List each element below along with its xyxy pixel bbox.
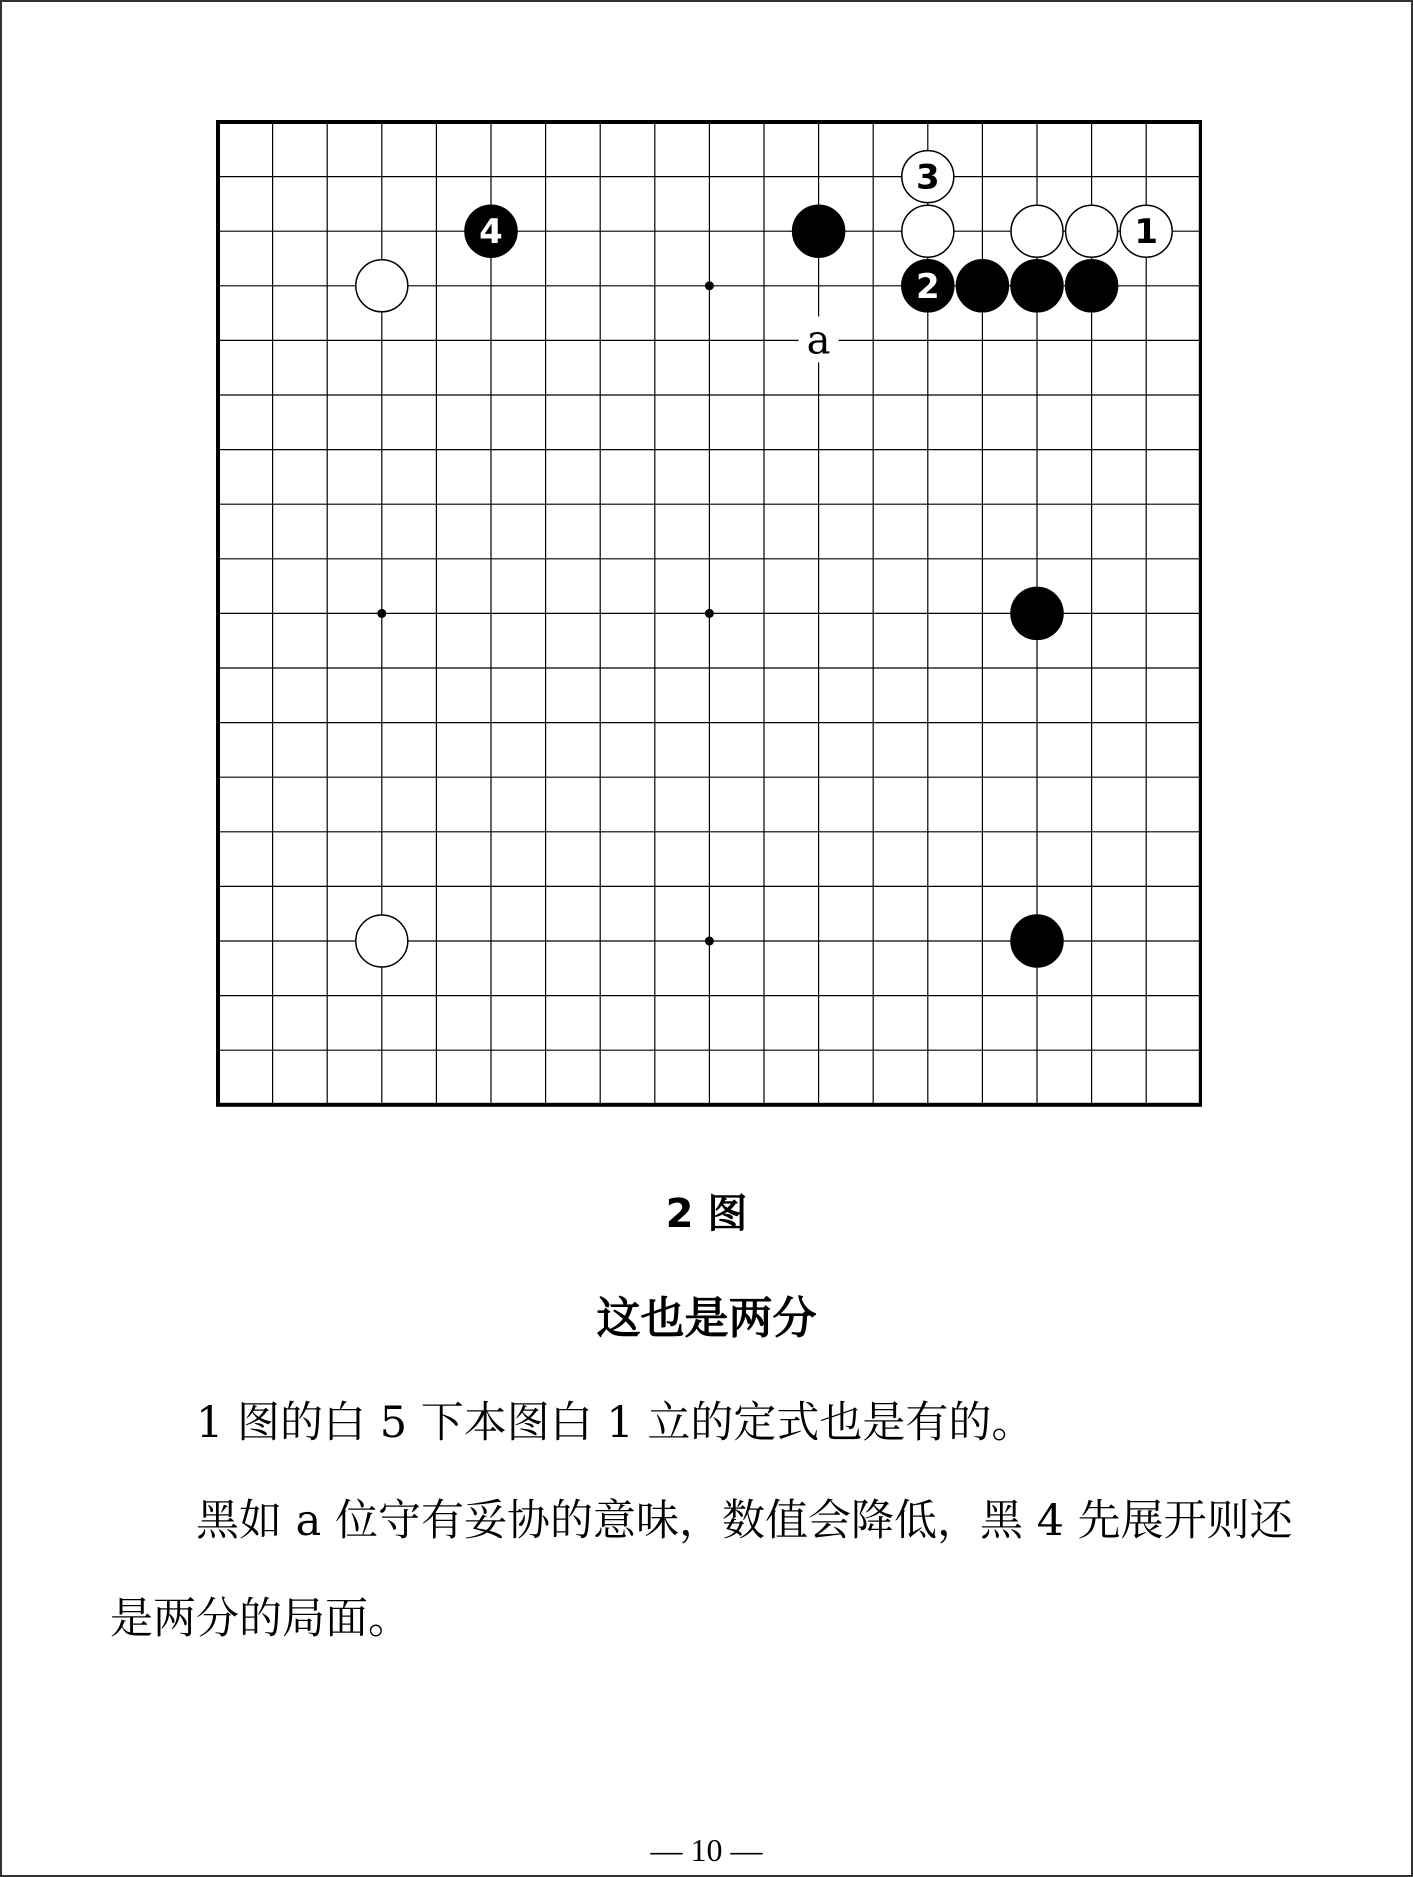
page-number: — 10 — — [650, 1832, 763, 1868]
go-board-diagram — [214, 118, 1202, 1108]
white-stone — [356, 915, 408, 967]
black-stone — [1011, 587, 1063, 639]
stone-disc — [1011, 205, 1063, 257]
move-number: 4 — [479, 212, 503, 253]
black-stone — [793, 205, 845, 257]
marker-label: a — [806, 317, 831, 364]
star-point — [377, 609, 386, 618]
white-stone — [356, 260, 408, 312]
star-point — [705, 609, 714, 618]
white-stone — [902, 151, 954, 203]
black-stone — [1011, 915, 1063, 967]
commentary — [110, 1374, 1310, 1668]
black-stone — [1011, 260, 1063, 312]
move-number: 2 — [915, 266, 940, 307]
stone-disc — [956, 260, 1008, 312]
commentary-paragraph-2: 黑如 a 位守有妥协的意味，数值会降低，黑 4 先展开则还是两分的局面。 — [110, 1496, 1293, 1644]
white-stone — [1011, 205, 1063, 257]
stone-disc — [1066, 205, 1118, 257]
move-number: 1 — [1134, 212, 1159, 253]
stone-disc — [356, 260, 408, 312]
stone-disc — [1011, 260, 1063, 312]
white-stone — [1066, 205, 1118, 257]
stone-disc — [1011, 587, 1063, 639]
figure-label: 2 图 — [665, 1191, 748, 1237]
stone-disc — [1011, 915, 1063, 967]
white-stone — [1120, 205, 1172, 257]
board-markers — [799, 316, 839, 363]
black-stone — [465, 205, 517, 257]
move-number: 3 — [915, 157, 940, 198]
black-stone — [956, 260, 1008, 312]
stone-disc — [356, 915, 408, 967]
commentary-paragraph-1: 1 图的白 5 下本图白 1 立的定式也是有的。 — [196, 1398, 1035, 1448]
black-stone — [902, 260, 954, 312]
black-stone — [1066, 260, 1118, 312]
stone-disc — [1066, 260, 1118, 312]
stone-disc — [793, 205, 845, 257]
figure-title: 这也是两分 — [596, 1293, 817, 1344]
star-point — [705, 281, 714, 290]
white-stone — [902, 205, 954, 257]
stone-disc — [902, 205, 954, 257]
star-point — [705, 937, 714, 946]
